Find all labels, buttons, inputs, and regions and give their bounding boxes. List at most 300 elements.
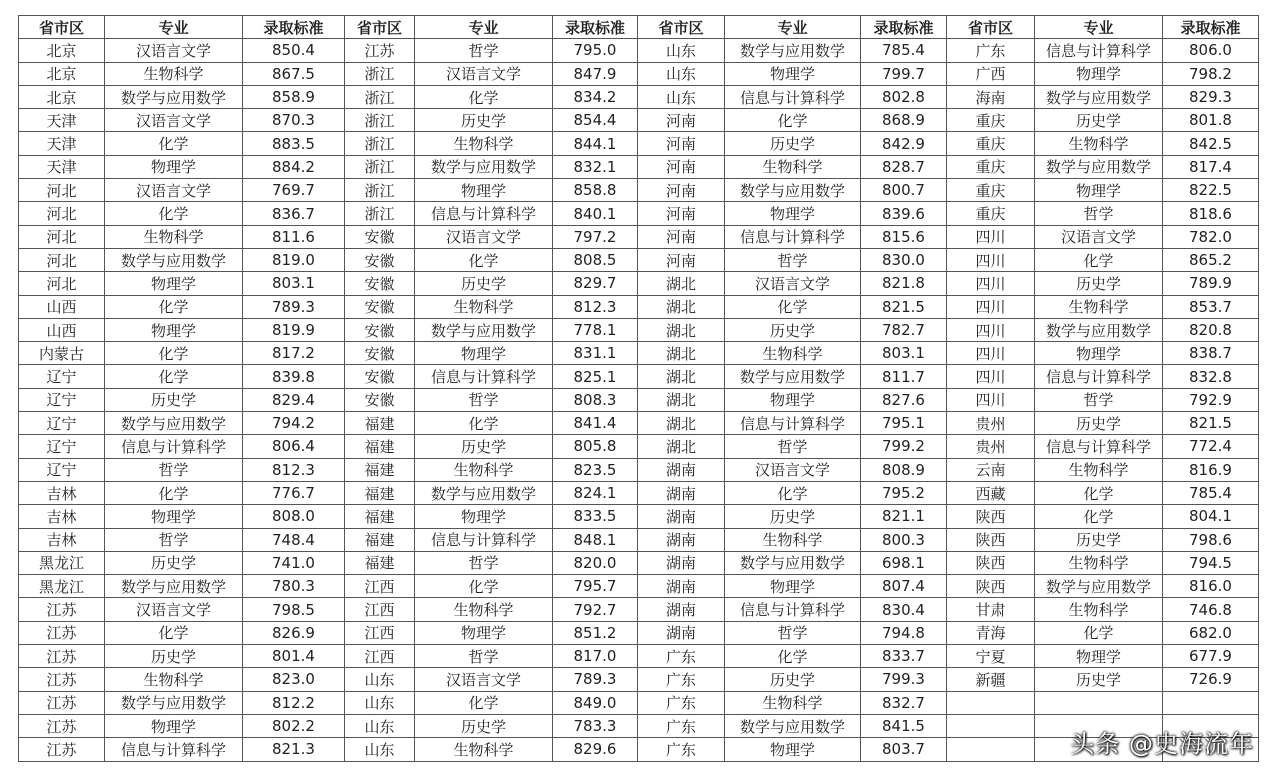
major-cell: 汉语言文学	[415, 225, 553, 248]
column-header: 省市区	[638, 16, 725, 39]
score-cell: 867.5	[243, 62, 345, 85]
major-cell: 信息与计算科学	[725, 85, 861, 108]
major-cell: 信息与计算科学	[415, 365, 553, 388]
score-cell: 829.7	[553, 272, 638, 295]
major-cell: 哲学	[1035, 202, 1163, 225]
major-cell: 信息与计算科学	[415, 528, 553, 551]
table-row	[19, 109, 1259, 132]
major-cell: 化学	[415, 575, 553, 598]
admission-score-table-container	[18, 15, 1259, 762]
major-cell: 化学	[105, 481, 243, 504]
province-cell: 江苏	[19, 598, 105, 621]
province-cell: 浙江	[345, 85, 415, 108]
province-cell: 新疆	[947, 668, 1035, 691]
major-cell: 生物科学	[105, 62, 243, 85]
score-cell: 800.7	[861, 179, 947, 202]
score-cell: 807.4	[861, 575, 947, 598]
major-cell: 物理学	[725, 575, 861, 598]
table-row	[19, 412, 1259, 435]
score-cell: 851.2	[553, 621, 638, 644]
major-cell: 哲学	[725, 248, 861, 271]
score-cell: 848.1	[553, 528, 638, 551]
major-cell: 数学与应用数学	[725, 714, 861, 737]
score-cell: 782.0	[1163, 225, 1259, 248]
major-cell: 化学	[1035, 505, 1163, 528]
province-cell: 福建	[345, 481, 415, 504]
major-cell: 生物科学	[415, 738, 553, 761]
score-cell: 802.8	[861, 85, 947, 108]
major-cell: 化学	[1035, 621, 1163, 644]
score-cell: 821.3	[243, 738, 345, 761]
major-cell: 数学与应用数学	[105, 412, 243, 435]
major-cell: 数学与应用数学	[1035, 318, 1163, 341]
province-cell: 河北	[19, 179, 105, 202]
score-cell: 802.2	[243, 714, 345, 737]
score-cell: 748.4	[243, 528, 345, 551]
major-cell: 化学	[105, 365, 243, 388]
score-cell: 821.8	[861, 272, 947, 295]
province-cell: 江西	[345, 575, 415, 598]
score-cell: 819.0	[243, 248, 345, 271]
major-cell: 信息与计算科学	[105, 435, 243, 458]
score-cell: 832.8	[1163, 365, 1259, 388]
province-cell: 甘肃	[947, 598, 1035, 621]
score-cell: 884.2	[243, 155, 345, 178]
score-cell: 832.7	[861, 691, 947, 714]
major-cell: 哲学	[105, 528, 243, 551]
major-cell: 物理学	[1035, 342, 1163, 365]
province-cell: 湖北	[638, 412, 725, 435]
province-cell: 西藏	[947, 481, 1035, 504]
score-cell: 801.4	[243, 645, 345, 668]
major-cell: 信息与计算科学	[1035, 435, 1163, 458]
score-cell	[1163, 691, 1259, 714]
score-cell: 677.9	[1163, 645, 1259, 668]
major-cell: 数学与应用数学	[105, 575, 243, 598]
major-cell: 数学与应用数学	[1035, 155, 1163, 178]
score-cell: 829.3	[1163, 85, 1259, 108]
province-cell: 青海	[947, 621, 1035, 644]
province-cell	[947, 738, 1035, 761]
score-cell: 811.6	[243, 225, 345, 248]
score-cell: 854.4	[553, 109, 638, 132]
province-cell: 山东	[345, 714, 415, 737]
score-cell: 822.5	[1163, 179, 1259, 202]
province-cell: 江苏	[19, 691, 105, 714]
score-cell: 870.3	[243, 109, 345, 132]
score-cell: 842.9	[861, 132, 947, 155]
score-cell: 812.2	[243, 691, 345, 714]
major-cell: 物理学	[1035, 645, 1163, 668]
major-cell: 信息与计算科学	[725, 412, 861, 435]
province-cell: 广东	[638, 691, 725, 714]
score-cell: 838.7	[1163, 342, 1259, 365]
column-header: 省市区	[345, 16, 415, 39]
column-header: 省市区	[947, 16, 1035, 39]
score-cell: 794.8	[861, 621, 947, 644]
major-cell: 数学与应用数学	[1035, 575, 1163, 598]
score-cell: 792.9	[1163, 388, 1259, 411]
province-cell: 福建	[345, 412, 415, 435]
table-row	[19, 179, 1259, 202]
header-row	[19, 16, 1259, 39]
province-cell: 陕西	[947, 528, 1035, 551]
province-cell: 湖南	[638, 551, 725, 574]
province-cell: 福建	[345, 505, 415, 528]
province-cell: 浙江	[345, 109, 415, 132]
province-cell: 浙江	[345, 179, 415, 202]
score-cell: 811.7	[861, 365, 947, 388]
score-cell: 808.9	[861, 458, 947, 481]
major-cell: 生物科学	[1035, 551, 1163, 574]
major-cell: 物理学	[725, 388, 861, 411]
table-row	[19, 645, 1259, 668]
province-cell: 重庆	[947, 202, 1035, 225]
major-cell: 汉语言文学	[105, 179, 243, 202]
score-cell: 850.4	[243, 39, 345, 62]
major-cell: 哲学	[415, 551, 553, 574]
province-cell: 安徽	[345, 248, 415, 271]
table-row	[19, 132, 1259, 155]
province-cell: 陕西	[947, 551, 1035, 574]
province-cell: 山西	[19, 295, 105, 318]
province-cell: 河北	[19, 225, 105, 248]
score-cell: 823.0	[243, 668, 345, 691]
score-cell: 821.5	[861, 295, 947, 318]
major-cell: 哲学	[415, 388, 553, 411]
major-cell: 化学	[105, 295, 243, 318]
score-cell: 817.4	[1163, 155, 1259, 178]
score-cell: 769.7	[243, 179, 345, 202]
score-cell: 858.8	[553, 179, 638, 202]
table-row	[19, 551, 1259, 574]
score-cell: 828.7	[861, 155, 947, 178]
major-cell: 汉语言文学	[1035, 225, 1163, 248]
major-cell: 物理学	[415, 621, 553, 644]
score-cell: 772.4	[1163, 435, 1259, 458]
province-cell: 安徽	[345, 225, 415, 248]
major-cell: 信息与计算科学	[725, 225, 861, 248]
major-cell: 化学	[1035, 481, 1163, 504]
major-cell: 化学	[105, 132, 243, 155]
province-cell: 湖南	[638, 621, 725, 644]
score-cell: 812.3	[553, 295, 638, 318]
major-cell: 生物科学	[415, 598, 553, 621]
major-cell: 生物科学	[725, 528, 861, 551]
score-cell: 778.1	[553, 318, 638, 341]
score-cell: 868.9	[861, 109, 947, 132]
major-cell: 汉语言文学	[105, 109, 243, 132]
province-cell: 山东	[638, 62, 725, 85]
score-cell: 812.3	[243, 458, 345, 481]
major-cell: 数学与应用数学	[725, 365, 861, 388]
province-cell	[947, 714, 1035, 737]
column-header: 专业	[725, 16, 861, 39]
major-cell: 生物科学	[725, 342, 861, 365]
province-cell: 河北	[19, 248, 105, 271]
major-cell: 数学与应用数学	[725, 39, 861, 62]
major-cell: 物理学	[105, 272, 243, 295]
major-cell: 数学与应用数学	[415, 481, 553, 504]
score-cell: 801.8	[1163, 109, 1259, 132]
column-header: 专业	[105, 16, 243, 39]
major-cell: 化学	[415, 248, 553, 271]
major-cell: 物理学	[1035, 62, 1163, 85]
province-cell: 湖南	[638, 575, 725, 598]
province-cell: 福建	[345, 458, 415, 481]
major-cell: 历史学	[725, 505, 861, 528]
score-cell: 826.9	[243, 621, 345, 644]
province-cell: 四川	[947, 272, 1035, 295]
major-cell: 物理学	[725, 202, 861, 225]
score-cell: 832.1	[553, 155, 638, 178]
province-cell: 重庆	[947, 109, 1035, 132]
score-cell: 820.0	[553, 551, 638, 574]
score-cell: 746.8	[1163, 598, 1259, 621]
major-cell: 化学	[1035, 248, 1163, 271]
province-cell: 内蒙古	[19, 342, 105, 365]
major-cell: 哲学	[725, 621, 861, 644]
score-cell: 795.2	[861, 481, 947, 504]
major-cell: 历史学	[725, 132, 861, 155]
major-cell: 信息与计算科学	[1035, 39, 1163, 62]
province-cell: 四川	[947, 248, 1035, 271]
score-cell: 803.1	[861, 342, 947, 365]
table-row	[19, 225, 1259, 248]
province-cell: 山东	[345, 668, 415, 691]
score-cell: 803.7	[861, 738, 947, 761]
province-cell: 贵州	[947, 435, 1035, 458]
score-cell: 840.1	[553, 202, 638, 225]
province-cell: 四川	[947, 225, 1035, 248]
province-cell: 福建	[345, 551, 415, 574]
table-row	[19, 435, 1259, 458]
province-cell: 山东	[345, 738, 415, 761]
table-row	[19, 668, 1259, 691]
score-cell: 827.6	[861, 388, 947, 411]
score-cell: 794.5	[1163, 551, 1259, 574]
province-cell: 重庆	[947, 132, 1035, 155]
score-cell: 816.9	[1163, 458, 1259, 481]
table-row	[19, 318, 1259, 341]
score-cell: 825.1	[553, 365, 638, 388]
province-cell: 四川	[947, 295, 1035, 318]
province-cell: 广东	[638, 738, 725, 761]
province-cell: 河北	[19, 272, 105, 295]
major-cell: 数学与应用数学	[725, 179, 861, 202]
score-cell: 883.5	[243, 132, 345, 155]
province-cell: 河北	[19, 202, 105, 225]
province-cell: 山东	[345, 691, 415, 714]
score-cell: 806.4	[243, 435, 345, 458]
major-cell: 数学与应用数学	[1035, 85, 1163, 108]
province-cell: 四川	[947, 388, 1035, 411]
province-cell: 浙江	[345, 132, 415, 155]
province-cell: 湖北	[638, 272, 725, 295]
province-cell: 广东	[638, 714, 725, 737]
major-cell: 历史学	[725, 668, 861, 691]
major-cell: 生物科学	[415, 132, 553, 155]
score-cell: 830.4	[861, 598, 947, 621]
major-cell: 化学	[105, 621, 243, 644]
score-cell: 817.2	[243, 342, 345, 365]
score-cell: 792.7	[553, 598, 638, 621]
table-row	[19, 388, 1259, 411]
score-cell: 785.4	[1163, 481, 1259, 504]
score-cell: 780.3	[243, 575, 345, 598]
province-cell: 山东	[638, 39, 725, 62]
province-cell: 广东	[638, 645, 725, 668]
column-header: 专业	[415, 16, 553, 39]
table-row	[19, 505, 1259, 528]
table-row	[19, 365, 1259, 388]
province-cell: 天津	[19, 109, 105, 132]
score-cell: 789.9	[1163, 272, 1259, 295]
province-cell: 天津	[19, 155, 105, 178]
major-cell: 物理学	[1035, 179, 1163, 202]
score-cell: 833.7	[861, 645, 947, 668]
score-cell: 799.2	[861, 435, 947, 458]
score-cell: 839.8	[243, 365, 345, 388]
province-cell: 湖南	[638, 528, 725, 551]
province-cell: 浙江	[345, 155, 415, 178]
score-cell: 795.1	[861, 412, 947, 435]
major-cell: 生物科学	[105, 225, 243, 248]
province-cell: 辽宁	[19, 435, 105, 458]
province-cell: 宁夏	[947, 645, 1035, 668]
score-cell: 823.5	[553, 458, 638, 481]
table-row	[19, 481, 1259, 504]
province-cell: 江苏	[19, 738, 105, 761]
major-cell: 汉语言文学	[105, 39, 243, 62]
major-cell: 哲学	[1035, 388, 1163, 411]
major-cell: 化学	[415, 691, 553, 714]
score-cell: 698.1	[861, 551, 947, 574]
score-cell: 795.0	[553, 39, 638, 62]
province-cell: 河南	[638, 202, 725, 225]
score-cell: 847.9	[553, 62, 638, 85]
province-cell: 河南	[638, 155, 725, 178]
major-cell: 化学	[415, 412, 553, 435]
major-cell: 物理学	[725, 62, 861, 85]
province-cell: 吉林	[19, 481, 105, 504]
major-cell: 数学与应用数学	[415, 155, 553, 178]
column-header: 录取标准	[1163, 16, 1259, 39]
major-cell: 化学	[415, 85, 553, 108]
province-cell: 山东	[638, 85, 725, 108]
province-cell: 江西	[345, 645, 415, 668]
major-cell: 历史学	[415, 272, 553, 295]
province-cell: 安徽	[345, 388, 415, 411]
province-cell: 浙江	[345, 202, 415, 225]
province-cell: 江苏	[19, 714, 105, 737]
major-cell: 化学	[725, 109, 861, 132]
score-cell: 836.7	[243, 202, 345, 225]
province-cell: 吉林	[19, 528, 105, 551]
score-cell: 853.7	[1163, 295, 1259, 318]
major-cell: 生物科学	[415, 295, 553, 318]
table-row	[19, 342, 1259, 365]
province-cell: 江西	[345, 621, 415, 644]
major-cell: 生物科学	[725, 155, 861, 178]
province-cell: 湖南	[638, 458, 725, 481]
province-cell: 安徽	[345, 272, 415, 295]
major-cell: 生物科学	[1035, 295, 1163, 318]
province-cell: 贵州	[947, 412, 1035, 435]
table-row	[19, 575, 1259, 598]
major-cell: 哲学	[415, 645, 553, 668]
major-cell: 历史学	[1035, 412, 1163, 435]
table-row	[19, 39, 1259, 62]
province-cell: 陕西	[947, 505, 1035, 528]
table-row	[19, 248, 1259, 271]
major-cell: 历史学	[415, 109, 553, 132]
score-cell: 803.1	[243, 272, 345, 295]
province-cell: 广西	[947, 62, 1035, 85]
province-cell: 黑龙江	[19, 575, 105, 598]
major-cell: 数学与应用数学	[105, 691, 243, 714]
score-cell: 797.2	[553, 225, 638, 248]
score-cell: 849.0	[553, 691, 638, 714]
province-cell: 安徽	[345, 295, 415, 318]
province-cell: 福建	[345, 435, 415, 458]
major-cell: 哲学	[725, 435, 861, 458]
score-cell: 841.4	[553, 412, 638, 435]
major-cell: 汉语言文学	[725, 272, 861, 295]
province-cell: 辽宁	[19, 388, 105, 411]
province-cell: 四川	[947, 342, 1035, 365]
score-cell: 817.0	[553, 645, 638, 668]
table-row	[19, 155, 1259, 178]
province-cell: 湖北	[638, 388, 725, 411]
major-cell: 物理学	[415, 342, 553, 365]
score-cell: 816.0	[1163, 575, 1259, 598]
major-cell: 哲学	[105, 458, 243, 481]
score-cell: 831.1	[553, 342, 638, 365]
table-row	[19, 62, 1259, 85]
province-cell: 北京	[19, 39, 105, 62]
admission-score-table	[18, 15, 1259, 762]
table-row	[19, 85, 1259, 108]
province-cell: 重庆	[947, 179, 1035, 202]
major-cell: 化学	[725, 481, 861, 504]
score-cell: 824.1	[553, 481, 638, 504]
province-cell: 江苏	[19, 645, 105, 668]
score-cell: 858.9	[243, 85, 345, 108]
table-row	[19, 272, 1259, 295]
major-cell: 历史学	[105, 551, 243, 574]
score-cell: 829.6	[553, 738, 638, 761]
province-cell: 北京	[19, 62, 105, 85]
score-cell: 789.3	[553, 668, 638, 691]
province-cell: 江苏	[19, 668, 105, 691]
score-cell: 799.7	[861, 62, 947, 85]
province-cell: 河南	[638, 179, 725, 202]
major-cell: 物理学	[105, 505, 243, 528]
province-cell: 陕西	[947, 575, 1035, 598]
major-cell: 汉语言文学	[725, 458, 861, 481]
table-row	[19, 202, 1259, 225]
score-cell: 841.5	[861, 714, 947, 737]
major-cell: 生物科学	[415, 458, 553, 481]
major-cell: 数学与应用数学	[415, 318, 553, 341]
major-cell: 数学与应用数学	[725, 551, 861, 574]
major-cell: 物理学	[415, 505, 553, 528]
score-cell: 794.2	[243, 412, 345, 435]
province-cell: 湖北	[638, 342, 725, 365]
province-cell	[947, 691, 1035, 714]
table-row	[19, 295, 1259, 318]
